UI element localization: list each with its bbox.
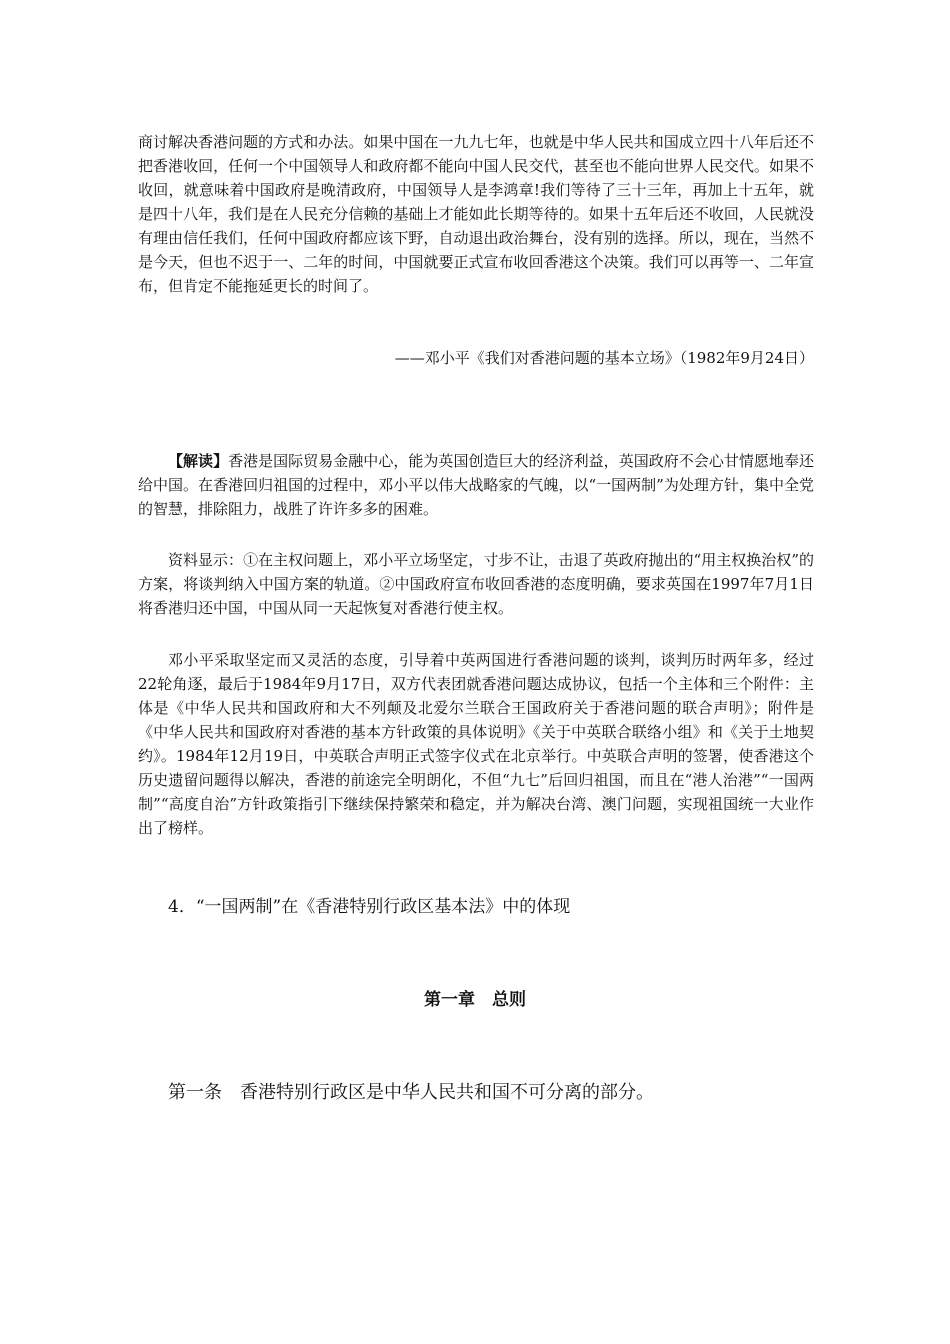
quote-paragraph: 商讨解决香港问题的方式和办法。如果中国在一九九七年，也就是中华人民共和国成立四十八年后还不把香港收回，任何一个中国领导人和政府都不能向中国人民交代，甚至也不能向世界人民交代。如果不收回，就意味着中国政府是晚清政府，中国领导人是李鸿章!我们等待了三十三年，再加上十五年，就是四十八年，我们是在人民充分信赖的基础上才能如此长期等待的。如果十五年后还不收回，人民就没有理由信任我们，任何中国政府都应该下野，自动退出政治舞台，没有别的选择。所以，现在，当然不是今天，但也不迟于一、二年的时间，中国就要正式宣布收回香港这个决策。我们可以再等一、二年宣布，但肯定不能拖延更长的时间了。 [138,133,814,295]
interpretation-paragraph [138,449,814,521]
chapter-title: 第一章 总则 [424,990,526,1010]
quote-attribution: ——邓小平《我们对香港问题的基本立场》（1982年9月24日） [394,349,814,367]
interpretation-text: 香港是国际贸易金融中心，能为英国创造巨大的经济利益，英国政府不会心甘情愿地奉还给中国。在香港回归祖国的过程中，邓小平以伟大战略家的气魄，以“一国两制”为处理方针，集中全党的智慧，排除阻力，战胜了许许多多的困难。 [138,452,814,518]
negotiation-paragraph: 邓小平采取坚定而又灵活的态度，引导着中英两国进行香港问题的谈判，谈判历时两年多，经过22轮角逐，最后于1984年9月17日，双方代表团就香港问题达成协议，包括一个主体和三个附件：主体是《中华人民共和国政府和大不列颠及北爱尔兰联合王国政府关于香港问题的联合声明》；附件是《中华人民共和国政府对香港的基本方针政策的具体说明》《关于中英联合联络小组》和《关于土地契约》。1984年12月19日，中英联合声明正式签字仪式在北京举行。中英联合声明的签署，使香港这个历史遗留问题得以解决，香港的前途完全明朗化，不但“九七”后回归祖国，而且在“港人治港”“一国两制”“高度自治”方针政策指引下继续保持繁荣和稳定，并为解决台湾、澳门问题，实现祖国统一大业作出了榜样。 [138,651,814,837]
data-note-paragraph: 资料显示：①在主权问题上，邓小平立场坚定，寸步不让，击退了英政府抛出的“用主权换治权”的方案，将谈判纳入中国方案的轨道。②中国政府宣布收回香港的态度明确，要求英国在1997年7月1日将香港归还中国，中国从同一天起恢复对香港行使主权。 [138,551,814,617]
section-heading: 4．“一国两制”在《香港特别行政区基本法》中的体现 [168,897,571,917]
interpretation-tag: 【解读】 [168,452,229,470]
article-one: 第一条 香港特别行政区是中华人民共和国不可分离的部分。 [168,1082,654,1103]
